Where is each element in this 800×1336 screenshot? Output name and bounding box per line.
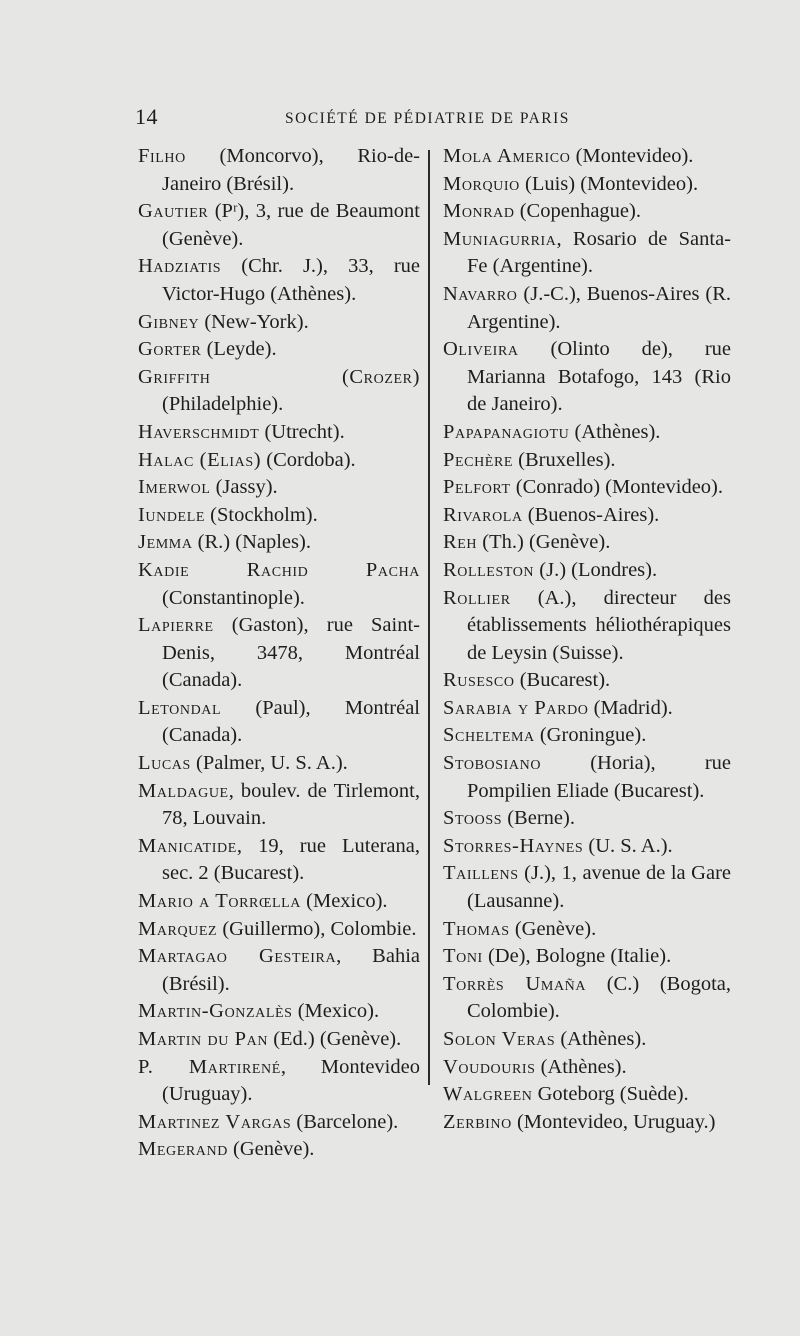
- running-title: SOCIÉTÉ DE PÉDIATRIE DE PARIS: [285, 110, 570, 127]
- member-entry: [443, 805, 731, 833]
- member-details: , Bahia (Brésil).: [162, 945, 420, 995]
- member-details: Goteborg (Suède).: [532, 1083, 689, 1106]
- member-details: (Conrado) (Montevideo).: [510, 476, 724, 499]
- page-header: [0, 0, 800, 140]
- member-entry: [443, 198, 731, 226]
- member-entry: [443, 474, 731, 502]
- member-details: (De), Bologne (Italie).: [482, 945, 672, 968]
- member-entry: [138, 943, 420, 998]
- member-details: (Athènes).: [569, 420, 661, 443]
- member-entry: [138, 833, 420, 888]
- member-entry: [443, 1109, 731, 1137]
- member-entry: [443, 557, 731, 585]
- member-name: Haverschmidt: [138, 420, 260, 443]
- member-details: (Guillermo), Colombie.: [217, 917, 417, 940]
- member-entry: [138, 1054, 420, 1109]
- member-details: (Copenhague).: [514, 200, 641, 223]
- member-name: Torrès Umaña: [443, 972, 587, 995]
- member-entry: [443, 750, 731, 805]
- member-details: (Athènes).: [555, 1028, 647, 1050]
- member-name: Iundele: [138, 503, 206, 526]
- column-divider: [428, 150, 430, 1085]
- member-entry: [443, 860, 731, 915]
- member-name: Griffith (Crozer): [138, 365, 420, 388]
- member-details: (Palmer, U. S. A.).: [190, 752, 348, 775]
- member-name: Manicatide: [138, 834, 237, 857]
- member-name: Oliveira: [443, 338, 519, 361]
- member-name: Stobosiano: [443, 752, 542, 775]
- member-details: (Berne).: [502, 807, 575, 830]
- member-details: (Cordoba).: [261, 448, 356, 471]
- member-name: Papapanagiotu: [443, 420, 570, 443]
- member-name: Marquez: [138, 917, 218, 940]
- member-details: (Jassy).: [210, 476, 278, 499]
- member-entry: [138, 778, 420, 833]
- member-entry: [443, 281, 731, 336]
- member-name: Martin-Gonzalès: [138, 1000, 293, 1023]
- member-entry: [138, 143, 420, 198]
- member-entry: [138, 447, 420, 475]
- member-entry: [443, 833, 731, 861]
- member-entry: [138, 557, 420, 612]
- member-details: (Buenos-Aires).: [522, 503, 660, 526]
- member-entry: [138, 364, 420, 419]
- member-entry: [138, 529, 420, 557]
- member-details: (Paul), Montréal (Canada).: [162, 696, 420, 747]
- member-entry: [443, 695, 731, 723]
- member-name: Walgreen: [443, 1083, 533, 1106]
- member-name: Sarabia y Pardo: [443, 696, 589, 719]
- member-entry: [138, 612, 420, 695]
- member-entry: [138, 998, 420, 1026]
- member-details: (Mexico).: [301, 890, 388, 913]
- member-entry: [138, 309, 420, 337]
- member-details: (Moncorvo), Rio-de-Janeiro (Brésil).: [162, 145, 420, 195]
- member-name: Rollier: [443, 586, 511, 609]
- member-name: Imerwol: [138, 476, 211, 499]
- member-details: (Bruxelles).: [513, 448, 616, 471]
- member-details: (Genève).: [509, 917, 597, 940]
- right-column: [443, 143, 731, 1136]
- member-name: Mola Americo: [443, 145, 571, 167]
- member-details: , 19, rue Luterana, sec. 2 (Bucarest).: [162, 834, 420, 885]
- member-entry: [443, 529, 731, 557]
- member-entry: [443, 722, 731, 750]
- member-entry: [443, 171, 731, 199]
- member-name: Muniagurria: [443, 227, 557, 250]
- member-name: Thomas: [443, 917, 510, 940]
- member-entry: [443, 585, 731, 668]
- member-name: Pechère: [443, 448, 514, 471]
- member-details: (Horia), rue Pompilien Eliade (Bucarest).: [467, 752, 731, 802]
- member-name: Megerand: [138, 1138, 228, 1161]
- member-details: (New-York).: [199, 310, 309, 333]
- member-name: Gorter: [138, 338, 202, 361]
- member-name: Lapierre: [138, 614, 214, 637]
- member-name: Rusesco: [443, 669, 515, 692]
- member-details: , boulev. de Tirlemont, 78, Louvain.: [162, 779, 420, 830]
- member-entry: [443, 1026, 731, 1054]
- member-details: (Ed.) (Genève).: [268, 1028, 402, 1050]
- member-entry: [443, 502, 731, 530]
- member-entry: [138, 198, 420, 253]
- member-entry: [138, 419, 420, 447]
- member-name: Letondal: [138, 696, 222, 719]
- member-entry: [443, 916, 731, 944]
- member-entry: [138, 695, 420, 750]
- member-name: Morquio: [443, 172, 520, 195]
- member-name: Rolleston: [443, 558, 535, 581]
- member-entry: [138, 1026, 420, 1054]
- left-column: [138, 143, 420, 1164]
- member-name: Scheltema: [443, 724, 535, 747]
- member-details: (Philadelphie).: [162, 393, 284, 416]
- member-details: (Utrecht).: [259, 420, 345, 443]
- member-entry: [138, 253, 420, 308]
- member-name: Pelfort: [443, 476, 511, 499]
- member-entry: [138, 474, 420, 502]
- member-details: (Barcelone).: [291, 1110, 399, 1133]
- member-details: (Chr. J.), 33, rue Victor-Hugo (Athènes).: [162, 255, 420, 305]
- member-name: Navarro: [443, 282, 518, 305]
- member-details: (Leyde).: [201, 338, 277, 361]
- member-name: Martinez Vargas: [138, 1110, 292, 1133]
- member-name: Taillens: [443, 862, 519, 885]
- member-name: Reh: [443, 531, 478, 554]
- member-name: Zerbino: [443, 1110, 512, 1133]
- member-name: Voudouris: [443, 1055, 536, 1078]
- member-entry: [138, 336, 420, 364]
- member-details: (Montevideo).: [570, 145, 694, 167]
- member-name: Rivarola: [443, 503, 523, 526]
- member-name: Maldague: [138, 779, 229, 802]
- member-details: (Gaston), rue Saint-Denis, 3478, Montréal (Canada).: [162, 614, 420, 692]
- member-name: Stooss: [443, 807, 503, 830]
- member-name: Storres-Haynes: [443, 834, 584, 857]
- member-details: (J.), 1, avenue de la Gare (Lausanne).: [467, 862, 731, 913]
- member-details: (Mexico).: [292, 1000, 380, 1023]
- member-name: Gibney: [138, 310, 200, 333]
- member-name: Mario a Torrœlla: [138, 890, 302, 913]
- member-name: Solon Veras: [443, 1028, 556, 1050]
- member-details: (A.), directeur des établissements héliothérapiques de Leysin (Suisse).: [467, 586, 731, 664]
- member-details: (Luis) (Montevideo).: [519, 172, 699, 195]
- member-details: (R.) (Naples).: [192, 531, 311, 554]
- member-name: Hadziatis: [138, 255, 222, 278]
- member-name: Halac (Elias): [138, 448, 262, 471]
- member-entry: [138, 888, 420, 916]
- member-details: , Montevideo (Uruguay).: [162, 1055, 420, 1106]
- member-details: (U. S. A.).: [583, 834, 673, 857]
- member-entry: [138, 1109, 420, 1137]
- member-details: (Olinto de), rue Marianna Botafogo, 143 (Rio de Janeiro).: [467, 338, 731, 416]
- member-details: (Th.) (Genève).: [477, 531, 611, 554]
- member-entry: [443, 143, 731, 171]
- member-name: Kadie Rachid Pacha: [138, 558, 420, 581]
- member-details: (Genève).: [227, 1138, 315, 1161]
- member-name: Lucas: [138, 752, 191, 775]
- member-details: (Athènes).: [535, 1055, 627, 1078]
- member-entry: [443, 667, 731, 695]
- member-entry: [443, 226, 731, 281]
- member-entry: [443, 1081, 731, 1109]
- member-details: (Montevideo, Uruguay.): [511, 1110, 716, 1133]
- member-entry: [443, 971, 731, 1026]
- member-name: Gautier: [138, 200, 209, 223]
- member-details: (Constantinople).: [162, 586, 305, 609]
- member-entry: [443, 336, 731, 419]
- member-details: (C.) (Bogota, Colombie).: [467, 972, 731, 1023]
- member-name: Toni: [443, 945, 483, 968]
- member-entry: [138, 502, 420, 530]
- member-name: Filho: [138, 145, 186, 167]
- member-entry: [443, 447, 731, 475]
- member-entry: [138, 916, 420, 944]
- member-details: (Groningue).: [534, 724, 647, 747]
- member-details: (Pʳ), 3, rue de Beaumont (Genève).: [162, 200, 420, 250]
- member-details: (J.-C.), Buenos-Aires (R. Argentine).: [467, 282, 731, 333]
- member-entry: [443, 1054, 731, 1082]
- member-details: , Rosario de Santa-Fe (Argentine).: [467, 227, 731, 278]
- member-entry: [443, 419, 731, 447]
- page-number: 14: [135, 104, 158, 129]
- member-entry: [138, 750, 420, 778]
- member-name: Monrad: [443, 200, 515, 223]
- member-entry: [138, 1136, 420, 1164]
- member-details: (Madrid).: [588, 696, 673, 719]
- member-details: (Stockholm).: [205, 503, 318, 526]
- member-name: P. Martirené: [138, 1055, 281, 1078]
- member-entry: [443, 943, 731, 971]
- member-name: Jemma: [138, 531, 193, 554]
- member-name: Martin du Pan: [138, 1028, 269, 1050]
- member-name: Martagao Gesteira: [138, 945, 337, 968]
- member-details: (J.) (Londres).: [534, 558, 658, 581]
- member-details: (Bucarest).: [514, 669, 611, 692]
